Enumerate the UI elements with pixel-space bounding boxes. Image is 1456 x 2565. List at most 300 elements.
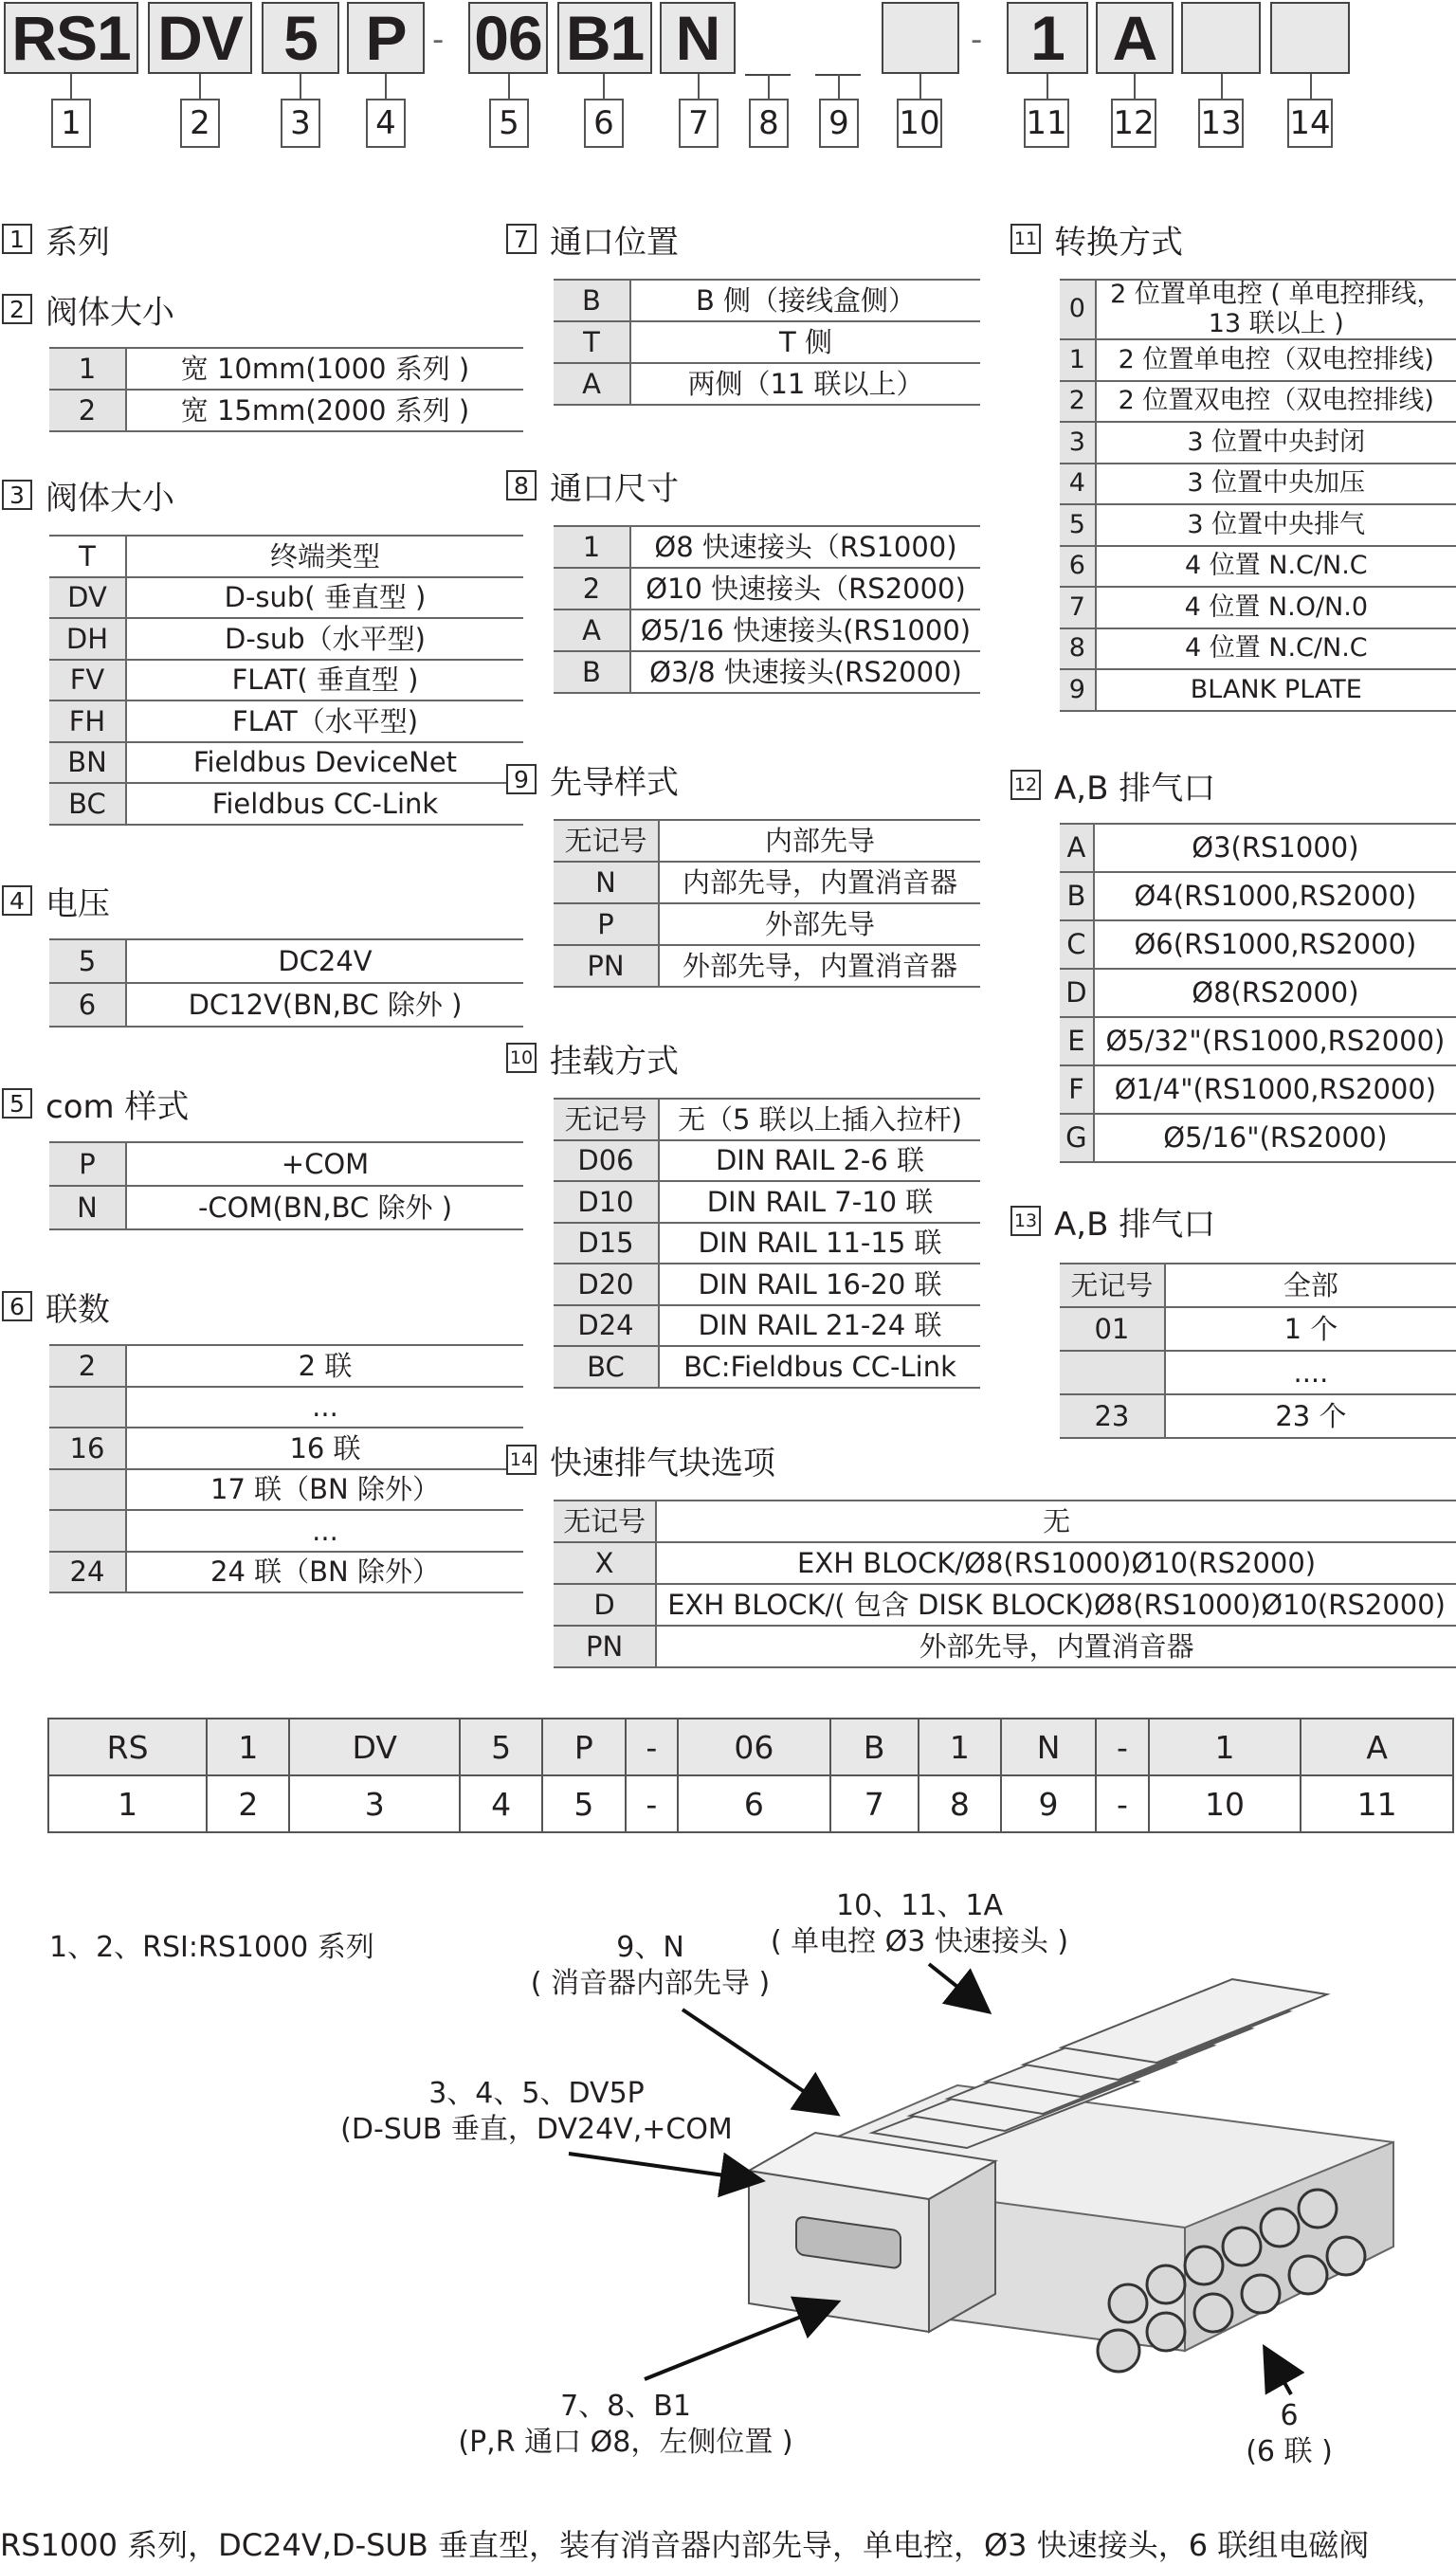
row-value: +COM	[126, 1142, 523, 1186]
row-value: 无（5 联以上插入拉杆)	[659, 1099, 980, 1140]
row-value: ....	[1165, 1351, 1456, 1394]
example-cell: -	[1096, 1775, 1149, 1832]
code-number-7: 7	[679, 99, 719, 148]
section-title: 通口位置	[550, 223, 679, 262]
row-value: Ø8(RS2000)	[1094, 969, 1456, 1017]
example-cell: 1	[919, 1719, 1001, 1775]
example-cell: N	[1001, 1719, 1096, 1775]
example-cell: B	[830, 1719, 919, 1775]
code-number-11: 11	[1024, 99, 1069, 148]
section-6-table	[49, 1344, 523, 1593]
row-key: 24	[49, 1552, 126, 1593]
section-title: 快速排气块选项	[550, 1444, 775, 1483]
table-row	[554, 280, 980, 321]
table-row	[554, 1181, 980, 1223]
table-row	[49, 1345, 523, 1387]
table-row	[554, 568, 980, 609]
row-key: G	[1060, 1114, 1094, 1162]
annotation-switching-line2: ( 单电控 Ø3 快速接头 )	[770, 1924, 1069, 1958]
code-box-7: N	[660, 2, 736, 74]
table-row	[1060, 546, 1456, 588]
section-title: 先导样式	[550, 763, 679, 802]
row-key: D	[1060, 969, 1094, 1017]
row-value: 外部先导，内置消音器	[659, 945, 980, 987]
row-value: FLAT( 垂直型 )	[126, 660, 523, 701]
row-value: 16 联	[126, 1428, 523, 1469]
row-value: BC:Fieldbus CC-Link	[659, 1346, 980, 1388]
row-key: 1	[554, 526, 630, 568]
table-row	[1060, 381, 1456, 423]
row-value: 内部先导，内置消音器	[659, 862, 980, 903]
section-3-heading	[2, 476, 174, 518]
example-cell: 2	[207, 1775, 289, 1832]
row-key: 1	[49, 348, 126, 390]
row-key: N	[49, 1186, 126, 1229]
row-key: 16	[49, 1428, 126, 1469]
row-value: Ø5/16 快速接头(RS1000)	[630, 609, 980, 651]
row-value: 2 联	[126, 1345, 523, 1387]
row-value: 两侧（11 联以上）	[630, 363, 980, 405]
section-number: 4	[2, 885, 32, 916]
code-box-10	[882, 2, 959, 74]
row-value: Ø1/4"(RS1000,RS2000)	[1094, 1065, 1456, 1114]
section-5-heading	[2, 1084, 190, 1126]
section-number: 9	[506, 764, 537, 794]
dsub-connector-box	[749, 2133, 995, 2332]
row-key: X	[554, 1542, 656, 1584]
example-cell: 7	[830, 1775, 919, 1832]
row-value: 2 位置单电控 ( 单电控排线，13 联以上 )	[1096, 280, 1456, 339]
code-box-12: A	[1096, 2, 1174, 74]
code-box-13	[1181, 2, 1261, 74]
table-row	[554, 321, 980, 363]
table-row	[554, 1305, 980, 1347]
row-key: 无记号	[554, 1099, 659, 1140]
table-row	[554, 651, 980, 693]
annotation-series: 1、2、RSI:RS1000 系列	[49, 1931, 374, 1964]
row-value: BLANK PLATE	[1096, 669, 1456, 711]
table-row	[49, 1142, 523, 1186]
section-13-heading	[1010, 1202, 1216, 1244]
row-value: ...	[126, 1387, 523, 1428]
table-row	[49, 536, 523, 577]
code-box-1: RS1	[4, 2, 138, 74]
row-value: Fieldbus CC-Link	[126, 783, 523, 825]
section-8-heading	[506, 466, 679, 508]
row-key: N	[554, 862, 659, 903]
row-value: D-sub（水平型)	[126, 618, 523, 660]
code-number-1: 1	[51, 99, 91, 148]
table-row	[554, 1140, 980, 1182]
table-row	[1060, 280, 1456, 339]
table-row	[1060, 504, 1456, 546]
table-row	[554, 1626, 1456, 1667]
table-row	[1060, 1307, 1456, 1351]
row-value: 4 位置 N.C/N.C	[1096, 546, 1456, 588]
row-key: 6	[1060, 546, 1096, 588]
annotation-pilot-line2: ( 消音器内部先导 )	[530, 1966, 771, 2000]
row-value: 1 个	[1165, 1307, 1456, 1351]
row-key: 5	[49, 939, 126, 983]
annotation-switching-line1: 10、11、1A	[836, 1889, 1003, 1922]
section-6-heading	[2, 1287, 110, 1329]
row-key: T	[554, 321, 630, 363]
section-7-table	[554, 279, 980, 406]
code-number-2: 2	[180, 99, 220, 148]
example-cell: 5	[542, 1775, 625, 1832]
row-key: F	[1060, 1065, 1094, 1114]
example-cell: RS	[48, 1719, 207, 1775]
row-key: FV	[49, 660, 126, 701]
table-row	[49, 1552, 523, 1593]
row-key: 0	[1060, 280, 1096, 339]
row-key: 23	[1060, 1394, 1165, 1438]
section-number: 7	[506, 224, 537, 254]
example-cell: 06	[678, 1719, 830, 1775]
annotation-stations-line2: (6 联 )	[1246, 2434, 1333, 2468]
code-dash: -	[432, 21, 445, 59]
row-value: 3 位置中央封闭	[1096, 422, 1456, 464]
row-key: B	[554, 280, 630, 321]
row-key: D10	[554, 1181, 659, 1223]
section-10-table	[554, 1098, 980, 1389]
section-title: 阀体大小	[46, 479, 174, 518]
section-9-table	[554, 819, 980, 988]
row-value: EXH BLOCK/( 包含 DISK BLOCK)Ø8(RS1000)Ø10(RS2000)	[656, 1584, 1456, 1626]
section-number: 8	[506, 470, 537, 500]
figure-caption: RS1000 系列，DC24V,D-SUB 垂直型，装有消音器内部先导，单电控，Ø3 快速接头，6 联组电磁阀	[0, 2527, 1370, 2563]
section-title: 联数	[46, 1290, 110, 1329]
row-value: B 侧（接线盒侧）	[630, 280, 980, 321]
row-value: 宽 15mm(2000 系列 )	[126, 390, 523, 431]
row-value: Ø4(RS1000,RS2000)	[1094, 872, 1456, 920]
table-row	[554, 1501, 1456, 1542]
section-number: 11	[1010, 224, 1041, 254]
table-row	[49, 618, 523, 660]
annotation-terminal-line2: (D-SUB 垂直，DV24V,+COM	[340, 2112, 733, 2146]
row-key: P	[49, 1142, 126, 1186]
table-row	[49, 700, 523, 742]
section-number: 14	[506, 1445, 537, 1475]
row-value: DIN RAIL 7-10 联	[659, 1181, 980, 1223]
row-value: 4 位置 N.C/N.C	[1096, 628, 1456, 670]
example-cell: -	[1096, 1719, 1149, 1775]
row-key: B	[554, 651, 630, 693]
section-title: com 样式	[46, 1087, 190, 1126]
table-row	[554, 1099, 980, 1140]
section-2-heading	[2, 290, 174, 332]
section-title: 阀体大小	[46, 293, 174, 332]
row-value: DIN RAIL 2-6 联	[659, 1140, 980, 1182]
table-row	[49, 1428, 523, 1469]
table-row	[1060, 464, 1456, 505]
code-number-9: 9	[819, 99, 859, 148]
table-row	[1060, 339, 1456, 381]
section-5-table	[49, 1141, 523, 1230]
example-code-table	[47, 1718, 1454, 1833]
table-row	[1060, 1114, 1456, 1162]
annotation-port-line2: (P,R 通口 Ø8，左侧位置 )	[458, 2425, 793, 2459]
row-key: A	[1060, 824, 1094, 872]
table-row	[49, 1469, 523, 1511]
row-key: B	[1060, 872, 1094, 920]
row-value: 2 位置单电控（双电控排线)	[1096, 339, 1456, 381]
row-key: 2	[554, 568, 630, 609]
code-number-4: 4	[366, 99, 406, 148]
row-value: 24 联（BN 除外）	[126, 1552, 523, 1593]
section-title: 转换方式	[1054, 223, 1183, 262]
row-value: EXH BLOCK/Ø8(RS1000)Ø10(RS2000)	[656, 1542, 1456, 1584]
table-row	[554, 1346, 980, 1388]
code-box-4: P	[347, 2, 425, 74]
table-row	[1060, 669, 1456, 711]
table-row	[554, 526, 980, 568]
row-value: FLAT（水平型)	[126, 700, 523, 742]
code-number-8: 8	[749, 99, 789, 148]
section-12-heading	[1010, 766, 1216, 808]
table-row	[554, 363, 980, 405]
table-row	[554, 820, 980, 862]
example-cell: DV	[289, 1719, 459, 1775]
example-index-row	[48, 1775, 1453, 1832]
row-value: Ø10 快速接头（RS2000)	[630, 568, 980, 609]
section-number: 6	[2, 1291, 32, 1321]
section-title: 系列	[46, 223, 110, 262]
row-value: Ø3(RS1000)	[1094, 824, 1456, 872]
row-value: Ø8 快速接头（RS1000)	[630, 526, 980, 568]
row-value: DC24V	[126, 939, 523, 983]
example-cell: A	[1301, 1719, 1453, 1775]
row-key: 2	[49, 390, 126, 431]
section-11-table	[1060, 279, 1456, 712]
row-value: 终端类型	[126, 536, 523, 577]
row-key	[49, 1469, 126, 1511]
table-row	[1060, 1264, 1456, 1307]
table-row	[49, 783, 523, 825]
row-value: 外部先导	[659, 903, 980, 945]
row-key: 无记号	[554, 1501, 656, 1542]
row-key: BC	[554, 1346, 659, 1388]
valve-manifold-illustration	[0, 1858, 1456, 2465]
row-key: 4	[1060, 464, 1096, 505]
row-key: 9	[1060, 669, 1096, 711]
example-cell: 5	[460, 1719, 542, 1775]
table-row	[49, 1186, 523, 1229]
table-row	[554, 609, 980, 651]
section-1-heading	[2, 220, 110, 262]
section-title: A,B 排气口	[1054, 769, 1216, 808]
row-key: PN	[554, 945, 659, 987]
row-value: Fieldbus DeviceNet	[126, 742, 523, 784]
table-row	[1060, 1394, 1456, 1438]
code-box-3: 5	[262, 2, 339, 74]
table-row	[49, 1387, 523, 1428]
row-value: 3 位置中央加压	[1096, 464, 1456, 505]
table-row	[1060, 1017, 1456, 1065]
row-key	[1060, 1351, 1165, 1394]
row-key: PN	[554, 1626, 656, 1667]
row-key: T	[49, 536, 126, 577]
table-row	[49, 348, 523, 390]
example-cell: 1	[207, 1719, 289, 1775]
example-cell: 10	[1149, 1775, 1301, 1832]
section-9-heading	[506, 760, 679, 802]
row-key: DV	[49, 577, 126, 619]
code-box-6: B1	[557, 2, 652, 74]
row-key: D24	[554, 1305, 659, 1347]
table-row	[1060, 1065, 1456, 1114]
code-number-3: 3	[281, 99, 320, 148]
row-key: 无记号	[1060, 1264, 1165, 1307]
row-value: Ø3/8 快速接头(RS2000)	[630, 651, 980, 693]
annotation-terminal-line1: 3、4、5、DV5P	[428, 2077, 645, 2110]
row-value: 23 个	[1165, 1394, 1456, 1438]
row-key: P	[554, 903, 659, 945]
code-number-6: 6	[584, 99, 624, 148]
code-box-5: 06	[468, 2, 548, 74]
table-row	[554, 1542, 1456, 1584]
row-value: DIN RAIL 21-24 联	[659, 1305, 980, 1347]
section-14-heading	[506, 1441, 775, 1483]
section-14-table	[554, 1500, 1456, 1668]
section-2-table	[49, 347, 523, 432]
row-key	[49, 1510, 126, 1552]
row-key: 2	[1060, 381, 1096, 423]
table-row	[49, 1510, 523, 1552]
section-11-heading	[1010, 220, 1183, 262]
section-3-table	[49, 535, 523, 826]
row-value: D-sub( 垂直型 )	[126, 577, 523, 619]
table-row	[1060, 587, 1456, 628]
section-13-table	[1060, 1263, 1456, 1439]
row-key: 7	[1060, 587, 1096, 628]
row-value: 4 位置 N.O/N.0	[1096, 587, 1456, 628]
example-cell: 6	[678, 1775, 830, 1832]
example-cell: 4	[460, 1775, 542, 1832]
example-code-row	[48, 1719, 1453, 1775]
row-key: D20	[554, 1264, 659, 1305]
example-cell: -	[626, 1719, 679, 1775]
row-key: 无记号	[554, 820, 659, 862]
row-key: E	[1060, 1017, 1094, 1065]
row-value: Ø6(RS1000,RS2000)	[1094, 920, 1456, 969]
section-7-heading	[506, 220, 679, 262]
row-value: 宽 10mm(1000 系列 )	[126, 348, 523, 390]
annotation-pilot-line1: 9、N	[616, 1931, 684, 1964]
row-key: BN	[49, 742, 126, 784]
row-value: 外部先导，内置消音器	[656, 1626, 1456, 1667]
section-8-table	[554, 525, 980, 694]
code-number-10: 10	[897, 99, 942, 148]
table-row	[554, 862, 980, 903]
row-key: BC	[49, 783, 126, 825]
row-key: 2	[49, 1345, 126, 1387]
row-key: DH	[49, 618, 126, 660]
table-row	[1060, 1351, 1456, 1394]
table-row	[1060, 920, 1456, 969]
row-value: 2 位置双电控（双电控排线)	[1096, 381, 1456, 423]
example-cell: 9	[1001, 1775, 1096, 1832]
section-title: 通口尺寸	[550, 469, 679, 508]
section-number: 1	[2, 224, 32, 254]
row-value: Ø5/32"(RS1000,RS2000)	[1094, 1017, 1456, 1065]
row-key	[49, 1387, 126, 1428]
table-row	[49, 390, 523, 431]
example-cell: 3	[289, 1775, 459, 1832]
section-number: 3	[2, 480, 32, 510]
row-value: DIN RAIL 11-15 联	[659, 1223, 980, 1264]
annotation-port-line1: 7、8、B1	[560, 2390, 691, 2423]
table-row	[554, 1264, 980, 1305]
row-key: D15	[554, 1223, 659, 1264]
annotation-stations-line1: 6	[1280, 2399, 1299, 2432]
section-number: 2	[2, 294, 32, 324]
table-row	[1060, 872, 1456, 920]
section-title: A,B 排气口	[1054, 1205, 1216, 1244]
code-box-2: DV	[148, 2, 252, 74]
row-value: DC12V(BN,BC 除外 )	[126, 983, 523, 1027]
row-key: 01	[1060, 1307, 1165, 1351]
example-cell: 8	[919, 1775, 1001, 1832]
example-cell: -	[626, 1775, 679, 1832]
row-value: DIN RAIL 16-20 联	[659, 1264, 980, 1305]
table-row	[49, 983, 523, 1027]
code-number-5: 5	[489, 99, 529, 148]
row-value: T 侧	[630, 321, 980, 363]
row-key: A	[554, 609, 630, 651]
row-key: 6	[49, 983, 126, 1027]
table-row	[554, 903, 980, 945]
code-number-13: 13	[1198, 99, 1244, 148]
example-cell: 11	[1301, 1775, 1453, 1832]
code-box-11: 1	[1007, 2, 1088, 74]
section-10-heading	[506, 1039, 679, 1081]
example-cell: P	[542, 1719, 625, 1775]
section-12-table	[1060, 823, 1456, 1163]
row-key: 3	[1060, 422, 1096, 464]
row-key: C	[1060, 920, 1094, 969]
row-value: 全部	[1165, 1264, 1456, 1307]
row-key: D	[554, 1584, 656, 1626]
table-row	[554, 1584, 1456, 1626]
table-row	[554, 945, 980, 987]
row-value: Ø5/16"(RS2000)	[1094, 1114, 1456, 1162]
row-key: 8	[1060, 628, 1096, 670]
section-title: 电压	[46, 884, 110, 923]
section-4-heading	[2, 882, 110, 923]
table-row	[1060, 628, 1456, 670]
section-title: 挂载方式	[550, 1042, 679, 1081]
section-number: 12	[1010, 770, 1041, 800]
code-number-12: 12	[1111, 99, 1156, 148]
row-value: 3 位置中央排气	[1096, 504, 1456, 546]
code-number-14: 14	[1287, 99, 1333, 148]
section-number: 13	[1010, 1206, 1041, 1236]
table-row	[1060, 969, 1456, 1017]
code-box-14	[1270, 2, 1350, 74]
row-key: 1	[1060, 339, 1096, 381]
row-value: 17 联（BN 除外）	[126, 1469, 523, 1511]
table-row	[554, 1223, 980, 1264]
section-number: 5	[2, 1088, 32, 1119]
example-cell: 1	[48, 1775, 207, 1832]
table-row	[49, 742, 523, 784]
row-value: ...	[126, 1510, 523, 1552]
section-4-table	[49, 938, 523, 1028]
table-row	[49, 939, 523, 983]
table-row	[1060, 824, 1456, 872]
table-row	[49, 660, 523, 701]
